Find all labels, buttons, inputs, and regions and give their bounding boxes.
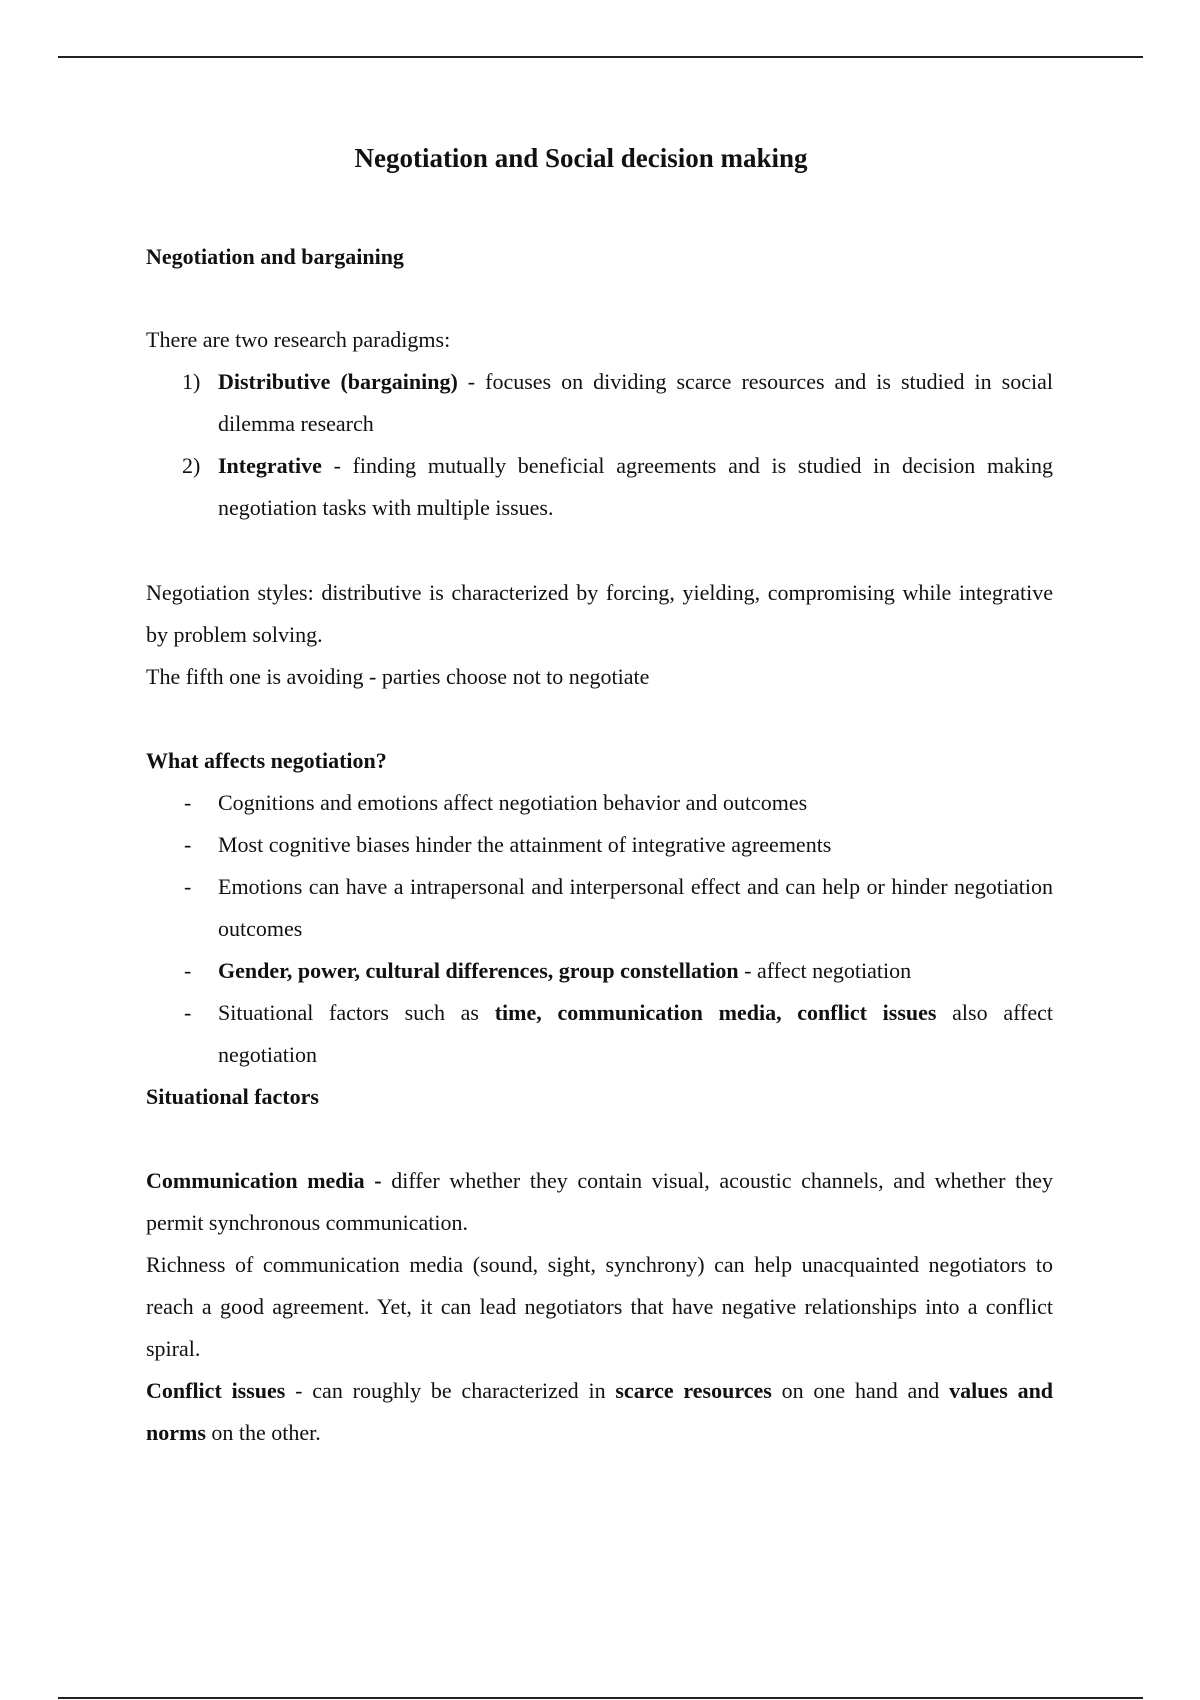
bullet-dash: - (184, 790, 192, 815)
bullet-dash: - (184, 1000, 192, 1025)
section-heading-what-affects: What affects negotiation? (146, 748, 387, 773)
factors-list (146, 782, 1053, 1076)
communication-media-term: Communication media - (146, 1168, 382, 1193)
negotiation-styles-paragraph: Negotiation styles: distributive is characterized by forcing, yielding, compromising while integrative by problem solving. (146, 580, 1053, 647)
bullet-dash: - (184, 832, 192, 857)
list-item-bold: time, communication media, conflict issues (494, 1000, 937, 1025)
bullet-dash: - (184, 874, 192, 899)
paradigms-intro: There are two research paradigms: (146, 327, 451, 352)
communication-media-text: differ whether they contain visual, acoustic channels, and whether they permit synchronous communication. (146, 1168, 1054, 1235)
list-item-text: also affect negotiation (218, 1000, 1053, 1067)
list-item (146, 824, 1053, 866)
richness-paragraph: Richness of communication media (sound, sight, synchrony) can help unacquainted negotiators to reach a good agreement. Yet, it can lead negotiators that have negative relationships into a conflict spiral. (146, 1252, 1053, 1361)
bottom-rule (58, 1697, 1143, 1699)
fifth-style-paragraph: The fifth one is avoiding - parties choose not to negotiate (146, 664, 650, 689)
paradigm-term: Distributive (bargaining) (218, 369, 458, 394)
conflict-issues-text: on the other. (205, 1420, 321, 1445)
list-item (146, 992, 1053, 1076)
scarce-resources-term: scarce resources (615, 1378, 772, 1403)
paradigms-list (146, 361, 1053, 529)
conflict-issues-text: - can roughly be characterized in (285, 1378, 616, 1403)
paradigm-description: - finding mutually beneficial agreements and is studied in decision making negotiation tasks with multiple issues. (218, 453, 1053, 520)
list-item-text: - affect negotiation (738, 958, 912, 983)
list-number: 1) (182, 369, 201, 394)
list-item (146, 361, 1053, 445)
conflict-issues-term: Conflict issues (146, 1378, 286, 1403)
document-title: Negotiation and Social decision making (354, 143, 808, 173)
list-item-text: Situational factors such as (218, 1000, 495, 1025)
list-item-text: Emotions can have a intrapersonal and interpersonal effect and can help or hinder negotiation outcomes (218, 874, 1053, 941)
list-number: 2) (182, 453, 201, 478)
list-item (146, 445, 1053, 529)
list-item-text: Most cognitive biases hinder the attainment of integrative agreements (218, 832, 832, 857)
conflict-issues-text: on one hand and (771, 1378, 950, 1403)
bullet-dash: - (184, 958, 192, 983)
list-item (146, 866, 1053, 950)
communication-media-paragraph (146, 1160, 1053, 1244)
list-item (146, 782, 1053, 824)
conflict-issues-paragraph (146, 1370, 1053, 1454)
values-norms-term: values and norms (146, 1378, 1054, 1445)
top-rule (58, 56, 1143, 58)
paradigm-term: Integrative (218, 453, 322, 478)
list-item (146, 950, 1053, 992)
paradigm-description: - focuses on dividing scarce resources and is studied in social dilemma research (218, 369, 1053, 436)
list-item-text: Cognitions and emotions affect negotiation behavior and outcomes (218, 790, 808, 815)
list-item-bold: Gender, power, cultural differences, group constellation (218, 958, 739, 983)
section-heading-negotiation-bargaining: Negotiation and bargaining (146, 244, 404, 269)
section-heading-situational-factors: Situational factors (146, 1084, 319, 1109)
